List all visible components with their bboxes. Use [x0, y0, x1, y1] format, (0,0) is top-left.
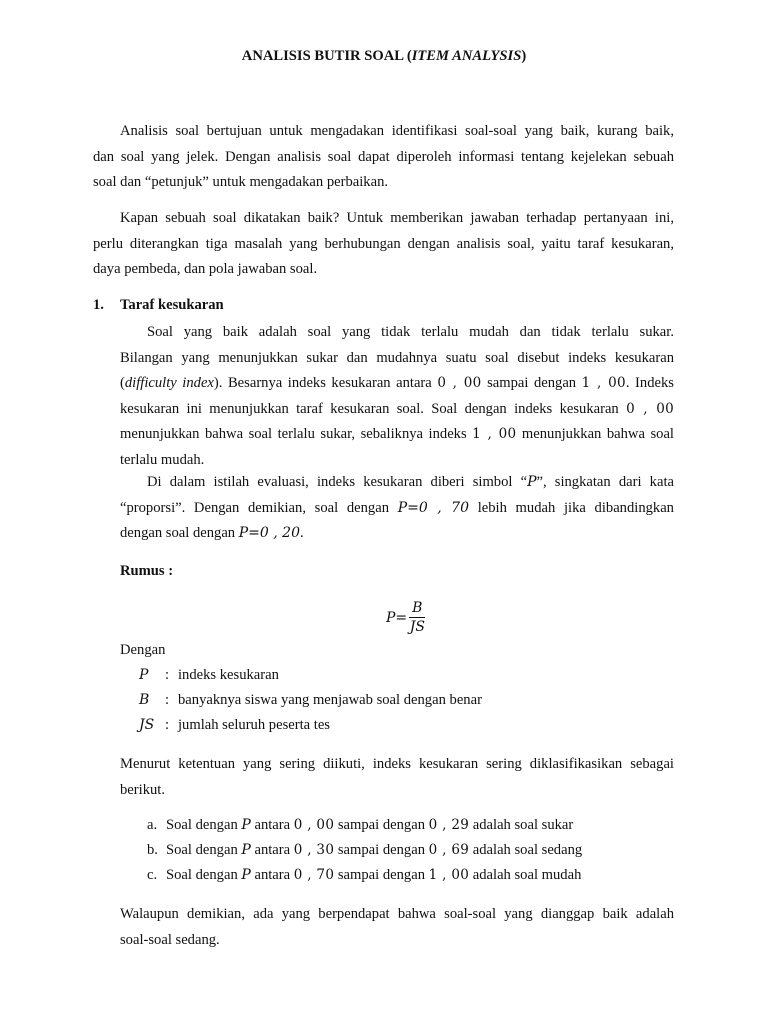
definition-symbol: B — [139, 692, 150, 708]
s1p1-line-4 — [120, 397, 674, 423]
s1p2-l3-b: . — [299, 525, 304, 541]
s1p1-l5-b: menunjukkan bahwa soal — [516, 426, 674, 442]
list-mid-2: sampai dengan — [334, 867, 429, 883]
list-value-1: 0 , 70 — [293, 867, 335, 883]
intro-paragraph-1 — [93, 119, 674, 196]
list-symbol: P — [241, 867, 251, 883]
list-pre: Soal dengan — [166, 817, 242, 833]
s1p2-line-1 — [120, 470, 674, 496]
list-value-1: 0 , 30 — [293, 842, 335, 858]
intro-p2-line-3: daya pembeda, dan pola jawaban soal. — [93, 261, 318, 277]
list-item — [147, 842, 582, 859]
title-italic: ITEM ANALYSIS — [411, 48, 522, 64]
list-mid-1: antara — [250, 867, 294, 883]
section-heading: Taraf kesukaran — [120, 297, 224, 313]
classification-intro — [120, 752, 674, 803]
s1p2-l1-a: Di dalam istilah evaluasi, indeks kesukaran diberi simbol “ — [147, 474, 528, 490]
section-paragraph-1 — [120, 320, 674, 473]
s1p1-l5-value: 1 , 00 — [472, 426, 517, 442]
s1p2-equation-2: P=0 , 20 — [238, 525, 300, 541]
definition-symbol: P — [139, 667, 149, 683]
intro-p1-line-3: soal dan “petunjuk” untuk mengadakan perbaikan. — [93, 174, 389, 190]
s1p1-l3-value-1: 0 , 00 — [437, 375, 482, 391]
s1p1-l3-value-2: 1 , 00 — [581, 375, 626, 391]
intro-paragraph-2 — [93, 206, 674, 283]
s1p1-l4-a: kesukaran ini menunjukkan taraf kesukaran soal. Soal dengan indeks kesukaran — [120, 400, 627, 417]
list-pre: Soal dengan — [166, 867, 242, 883]
s1p1-l4-value: 0 , 00 — [626, 400, 674, 417]
list-marker: b. — [147, 842, 158, 858]
s1p1-line-6: terlalu mudah. — [120, 451, 205, 468]
list-symbol: P — [241, 842, 251, 858]
list-mid-2: sampai dengan — [334, 817, 429, 833]
s1p2-line-3 — [120, 521, 674, 547]
intro-p1-line-1: Analisis soal bertujuan untuk mengadakan identifikasi soal-soal yang baik, kurang baik, — [120, 123, 674, 139]
definitions-heading: Dengan — [120, 642, 166, 658]
formula — [386, 600, 425, 635]
closing-line-1: Walaupun demikian, ada yang berpendapat bahwa soal-soal yang dianggap baik adalah — [120, 906, 674, 922]
s1p2-equation-1: P=0 , 70 — [397, 499, 469, 516]
intro-p1-line-2: dan soal yang jelek. Dengan analisis soal dapat diperoleh informasi tentang kejelekan sebuah — [93, 148, 674, 165]
list-item — [147, 817, 573, 834]
definition-colon: : — [165, 692, 170, 708]
section-paragraph-2 — [120, 470, 674, 547]
s1p2-l3-a: dengan soal dengan — [120, 525, 239, 541]
s1p1-l3-italic: difficulty index — [124, 375, 214, 391]
list-value-2: 1 , 00 — [428, 867, 470, 883]
formula-denominator: JS — [409, 619, 425, 635]
definition-text: jumlah seluruh peserta tes — [178, 717, 330, 733]
list-post: adalah soal mudah — [469, 867, 582, 883]
list-marker: c. — [147, 867, 158, 883]
s1p2-l1-b: ”, singkatan dari kata — [536, 474, 674, 490]
s1p2-l2-a: “proporsi”. Dengan demikian, soal dengan — [120, 499, 398, 516]
classification-intro-line-2: berikut. — [120, 781, 165, 798]
title-close: ) — [521, 48, 527, 64]
s1p1-line-3 — [120, 371, 674, 397]
definition-colon: : — [165, 667, 170, 683]
list-mid-2: sampai dengan — [334, 842, 429, 858]
s1p2-l2-b: lebih mudah jika dibandingkan — [469, 499, 674, 516]
formula-label: Rumus : — [120, 563, 174, 579]
formula-fraction — [409, 600, 425, 635]
section-number: 1. — [93, 297, 104, 313]
list-pre: Soal dengan — [166, 842, 242, 858]
intro-p2-line-2: perlu diterangkan tiga masalah yang berhubungan dengan analisis soal, yaitu taraf kesukaran, — [93, 235, 674, 252]
list-post: adalah soal sukar — [469, 817, 574, 833]
list-value-2: 0 , 69 — [428, 842, 470, 858]
list-symbol: P — [241, 817, 251, 833]
s1p1-l5-a: menunjukkan bahwa soal terlalu sukar, sebaliknya indeks — [120, 426, 473, 442]
list-value-2: 0 , 29 — [428, 817, 470, 833]
closing-paragraph — [120, 902, 674, 953]
intro-p2-line-1: Kapan sebuah soal dikatakan baik? Untuk memberikan jawaban terhadap pertanyaan ini, — [120, 210, 674, 226]
s1p1-line-2: Bilangan yang menunjukkan sukar dan mudahnya suatu soal disebut indeks kesukaran — [120, 349, 674, 366]
s1p2-line-2 — [120, 496, 674, 522]
s1p1-l3-b: ). Besarnya indeks kesukaran antara — [213, 375, 438, 391]
s1p1-line-5 — [120, 422, 674, 448]
definition-text: indeks kesukaran — [178, 667, 279, 683]
s1p1-l3-c: sampai dengan — [481, 375, 582, 391]
definition-symbol: JS — [139, 717, 155, 733]
list-item — [147, 867, 581, 884]
formula-lhs: P= — [386, 609, 408, 626]
classification-intro-line-1: Menurut ketentuan yang sering diikuti, indeks kesukaran sering diklasifikasikan sebagai — [120, 756, 674, 772]
list-post: adalah soal sedang — [469, 842, 583, 858]
closing-line-2: soal-soal sedang. — [120, 931, 220, 948]
definition-text: banyaknya siswa yang menjawab soal dengan benar — [178, 692, 482, 708]
list-marker: a. — [147, 817, 158, 833]
list-mid-1: antara — [250, 817, 294, 833]
list-value-1: 0 , 00 — [293, 817, 335, 833]
formula-numerator: B — [409, 600, 425, 618]
definition-colon: : — [165, 717, 170, 733]
title-text: ANALISIS BUTIR SOAL ( — [241, 48, 412, 64]
s1p1-l3-d: . Indeks — [625, 375, 674, 391]
s1p1-line-1: Soal yang baik adalah soal yang tidak terlalu mudah dan tidak terlalu sukar. — [147, 324, 674, 340]
s1p2-symbol: P — [527, 474, 537, 490]
list-mid-1: antara — [250, 842, 294, 858]
s1p1-l3-a: ( — [120, 375, 125, 391]
page-title — [0, 48, 768, 65]
